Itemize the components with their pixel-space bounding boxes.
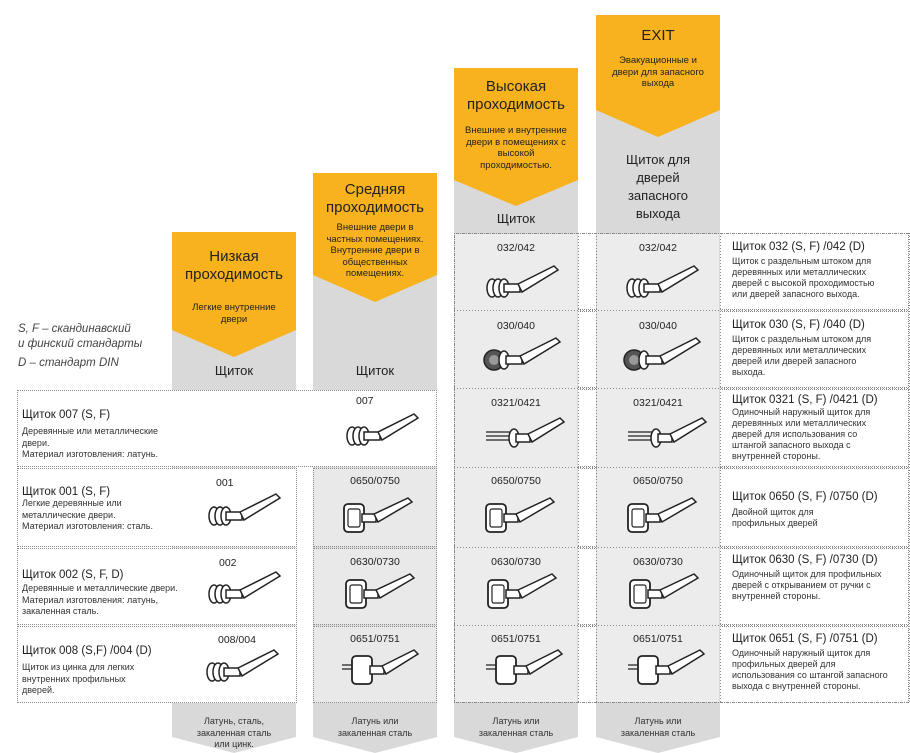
legend-line1: S, F – скандинавский [18, 323, 131, 335]
item-008-code: 008/004 [218, 634, 256, 646]
item-001-desc [22, 498, 202, 533]
high-code-030: 030/040 [497, 320, 535, 332]
right-item-032-desc-line4: или дверей запасного выхода. [732, 289, 860, 299]
right-item-032-desc [732, 256, 900, 300]
right-item-0651-desc-line4: выхода с внутренней стороны. [732, 681, 861, 691]
high-code-0650: 0650/0750 [491, 475, 541, 487]
right-item-0630-desc-line3: внутренней стороны. [732, 591, 821, 601]
column-low-desc-line2: двери [220, 313, 248, 325]
item-007-desc-line3: Материал изготовления: латунь. [22, 449, 158, 459]
right-item-0630-desc-line1: Одиночный щиток для профильных [732, 569, 882, 579]
item-007-desc-line2: двери. [22, 437, 50, 448]
item-007-desc [22, 426, 202, 461]
column-medium-material [313, 716, 437, 739]
item-001-desc-line1: Легкие деревянные или [22, 498, 122, 508]
item-001-desc-line2: металлические двери. [22, 509, 116, 520]
high-code-0651: 0651/0751 [491, 633, 541, 645]
item-002-code: 002 [219, 557, 237, 569]
item-007-desc-line1: Деревянные или металлические [22, 426, 159, 436]
right-item-032-desc-line2: деревянных или металлических [732, 267, 867, 277]
column-exit-label-line3: запасного [627, 188, 689, 203]
right-item-0650-desc [732, 507, 900, 529]
column-exit-material [596, 716, 720, 739]
right-item-030-desc-line4: выхода. [732, 367, 766, 377]
right-item-0651-desc-line2: профильных дверей для [732, 659, 836, 669]
right-item-0321-title: Щиток 0321 (S, F) /0421 (D) [732, 394, 878, 406]
column-high-material-line2: закаленная сталь [478, 727, 554, 738]
right-item-0651-desc [732, 648, 900, 692]
right-item-0651-title: Щиток 0651 (S, F) /0751 (D) [732, 633, 878, 645]
column-low-material-line2: закаленная сталь [196, 727, 272, 738]
item-001-code: 001 [216, 477, 234, 489]
right-item-032-desc-line3: дверей с высокой проходимостью [732, 278, 875, 288]
column-high-label: Щиток [496, 211, 536, 226]
exit-code-032: 032/042 [639, 242, 677, 254]
right-item-030-desc-line2: деревянных или металлических [732, 345, 867, 355]
column-low-desc-line1: Легкие внутренние [192, 302, 276, 313]
item-001-desc-line3: Материал изготовления: сталь. [22, 521, 153, 531]
column-high-desc-line4: проходимостью. [480, 159, 552, 171]
right-item-0630-desc [732, 569, 900, 602]
right-item-0321-desc [732, 407, 900, 462]
right-item-030-desc-line3: дверей или дверей запасного [732, 356, 857, 366]
column-medium-material-line2: закаленная сталь [337, 727, 413, 738]
column-medium-title-line1: Средняя [344, 181, 406, 198]
exit-code-0650: 0650/0750 [633, 475, 683, 487]
column-high-material-line1: Латунь или [492, 716, 540, 726]
right-item-0650-desc-line2: профильных дверей [732, 518, 818, 528]
right-item-032-desc-line1: Щиток с раздельным штоком для [732, 256, 872, 266]
right-item-032-title: Щиток 032 (S, F) /042 (D) [732, 241, 865, 253]
item-008-desc-line3: дверей. [22, 685, 55, 695]
right-item-0321-desc-line5: внутренней стороны. [732, 451, 821, 461]
medium-code-0630: 0630/0730 [350, 556, 400, 568]
column-low-material-line1: Латунь, сталь, [203, 716, 265, 726]
column-low-title-line1: Низкая [209, 248, 259, 265]
column-medium-desc-line2: частных помещениях. [326, 233, 424, 245]
column-exit-desc-line2: двери для запасного [612, 66, 704, 78]
exit-code-0630: 0630/0730 [633, 556, 683, 568]
legend-line2: и финский стандарты [18, 338, 143, 350]
item-008-title: Щиток 008 (S,F) /004 (D) [22, 645, 152, 657]
high-code-0630: 0630/0730 [491, 556, 541, 568]
column-high-title-line1: Высокая [485, 78, 547, 95]
right-item-030-desc [732, 334, 900, 378]
right-item-0651-desc-line3: использования со штангой запасного [732, 670, 888, 680]
column-exit-label-line2: дверей [636, 170, 680, 185]
item-002-desc-line3: закаленная сталь. [22, 606, 99, 616]
column-medium-material-line1: Латунь или [351, 716, 399, 726]
high-code-032: 032/042 [497, 242, 535, 254]
item-002-title: Щиток 002 (S, F, D) [22, 569, 124, 581]
column-exit-desc-line1: Эвакуационные и [619, 55, 697, 66]
right-item-0321-desc-line2: деревянных или металлических [732, 418, 867, 428]
column-high-material [454, 716, 578, 739]
right-item-0650-title: Щиток 0650 (S, F) /0750 (D) [732, 491, 878, 503]
column-low-label: Щиток [214, 363, 254, 378]
exit-code-030: 030/040 [639, 320, 677, 332]
right-item-0321-desc-line1: Одиночный наружный щиток для [732, 407, 871, 417]
medium-code-0651: 0651/0751 [350, 633, 400, 645]
column-low-material [172, 716, 296, 751]
column-medium-title-line2: проходимость [326, 199, 424, 216]
item-001-title: Щиток 001 (S, F) [22, 486, 111, 498]
item-002-desc [22, 583, 212, 618]
right-item-0321-desc-line4: штангой запасного выхода с [732, 440, 851, 450]
column-exit-title: EXIT [641, 27, 675, 44]
column-exit-label-line1: Щиток для [626, 152, 690, 167]
item-008-desc [22, 662, 202, 697]
item-008-desc-line1: Щиток из цинка для легких [22, 662, 135, 672]
column-exit-desc-line3: выхода [641, 78, 675, 89]
exit-code-0651: 0651/0751 [633, 633, 683, 645]
column-low-title-line2: проходимость [185, 266, 283, 283]
item-002-desc-line2: Материал изготовления: латунь, [22, 594, 158, 605]
right-item-030-desc-line1: Щиток с раздельным штоком для [732, 334, 872, 344]
column-medium-label: Щиток [355, 363, 395, 378]
item-007-title: Щиток 007 (S, F) [22, 409, 111, 421]
legend-line3: D – стандарт DIN [18, 357, 119, 369]
medium-code-0650: 0650/0750 [350, 475, 400, 487]
item-002-desc-line1: Деревянные и металлические двери. [22, 583, 178, 593]
right-item-0650-desc-line1: Двойной щиток для [732, 507, 814, 517]
column-low-material-line3: или цинк. [214, 739, 254, 749]
column-medium-desc-line3: Внутренние двери в [330, 245, 420, 256]
column-high-desc-line3: высокой [497, 148, 535, 159]
column-high-desc-line1: Внешние и внутренние [465, 125, 567, 136]
right-item-0630-desc-line2: дверей с открыванием от ручки с [732, 580, 871, 590]
column-exit-material-line2: закаленная сталь [620, 727, 696, 738]
right-item-0321-desc-line3: дверей для использования со [732, 429, 858, 439]
column-exit-label-line4: выхода [635, 206, 681, 221]
high-code-0321: 0321/0421 [491, 397, 541, 409]
item-008-desc-line2: внутренних профильных [22, 673, 126, 684]
exit-code-0321: 0321/0421 [633, 397, 683, 409]
column-high-title-line2: проходимость [467, 96, 565, 113]
item-007-code: 007 [356, 395, 374, 407]
right-item-030-title: Щиток 030 (S, F) /040 (D) [732, 319, 865, 331]
right-item-0651-desc-line1: Одиночный наружный щиток для [732, 648, 871, 658]
column-medium-desc-line1: Внешние двери в [336, 222, 414, 233]
column-medium-desc-line5: помещениях. [345, 268, 405, 279]
right-item-0630-title: Щиток 0630 (S, F) /0730 (D) [732, 554, 878, 566]
column-medium-desc-line4: общественных [342, 256, 408, 268]
column-high-desc-line2: двери в помещениях с [466, 136, 566, 148]
column-exit-material-line1: Латунь или [634, 716, 682, 726]
